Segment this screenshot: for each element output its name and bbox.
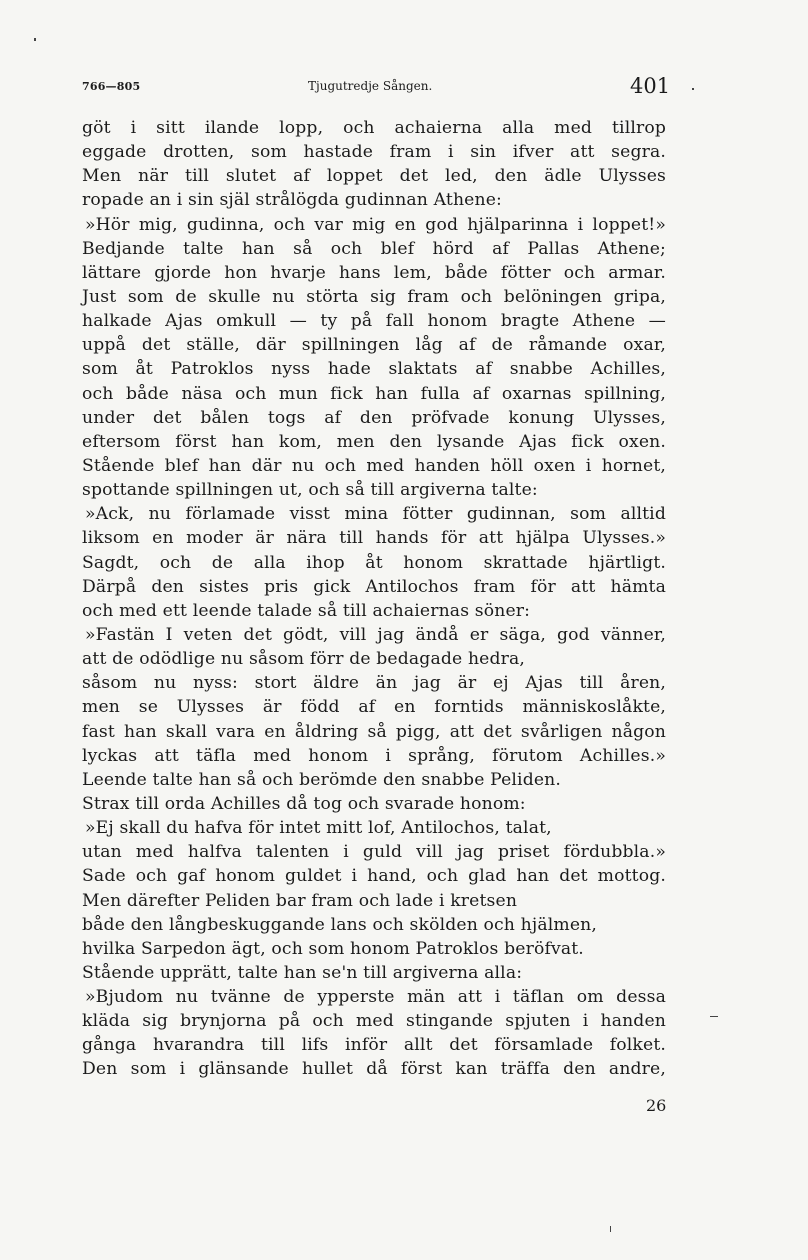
running-header — [82, 76, 672, 102]
text-line: eftersom först han kom, men den lysande Ajas fick oxen. — [82, 431, 666, 452]
text-line: fast han skall vara en åldring så pigg, att det svårligen någon — [82, 721, 666, 742]
text-line: göt i sitt ilande lopp, och achaierna alla med tillrop — [82, 118, 666, 138]
text-line: som åt Patroklos nyss hade slaktats af snabbe Achilles, — [82, 359, 666, 380]
text-line: eggade drotten, som hastade fram i sin ifver att segra. — [82, 142, 666, 163]
poem-text — [82, 116, 666, 1082]
text-line: uppå det ställe, där spillningen låg af de råmande oxar, — [82, 335, 666, 356]
text-line: lyckas att täfla med honom i språng, förutom Achilles.» — [82, 745, 666, 766]
text-line: halkade Ajas omkull — ty på fall honom bragte Athene — — [82, 311, 666, 332]
text-line: Stående blef han där nu och med handen höll oxen i hornet, — [82, 455, 666, 476]
text-line: både den långbeskuggande lans och skölden och hjälmen, — [82, 914, 597, 935]
text-line: och med ett leende talade så till achaiernas söner: — [82, 600, 531, 621]
text-line: Sagdt, och de alla ihop åt honom skrattade hjärtligt. — [82, 552, 666, 573]
text-line: »Fastän I veten det gödt, vill jag ändå er säga, god vänner, — [85, 624, 666, 645]
text-line: och både näsa och mun fick han fulla af oxarnas spillning, — [82, 383, 666, 404]
text-line: hvilka Sarpedon ägt, och som honom Patroklos beröfvat. — [82, 938, 584, 959]
text-line: såsom nu nyss: stort äldre än jag är ej Ajas till åren, — [82, 673, 666, 694]
text-line: liksom en moder är nära till hands för att hjälpa Ulysses.» — [82, 528, 666, 549]
scan-speck — [710, 1016, 718, 1017]
text-line: »Hör mig, gudinna, och var mig en god hjälparinna i loppet!» — [85, 214, 666, 235]
text-line: Men när till slutet af loppet det led, den ädle Ulysses — [82, 166, 666, 187]
text-line: »Ej skall du hafva för intet mitt lof, Antilochos, talat, — [85, 818, 552, 839]
text-line: Sade och gaf honom guldet i hand, och glad han det mottog. — [82, 866, 666, 887]
text-line: gånga hvarandra till lifs inför allt det församlade folket. — [82, 1035, 666, 1056]
text-line: lättare gjorde hon hvarje hans lem, både fötter och armar. — [82, 262, 666, 283]
text-line: Men därefter Peliden bar fram och lade i kretsen — [82, 890, 518, 911]
scan-speck — [610, 1226, 611, 1232]
scan-speck — [34, 38, 36, 41]
text-line: Bedjande talte han så och blef hörd af Pallas Athene; — [82, 238, 666, 259]
text-line: kläda sig brynjorna på och med stingande spjuten i handen — [82, 1011, 666, 1032]
text-line: »Ack, nu förlamade visst mina fötter gudinnan, som alltid — [85, 504, 666, 525]
text-line: ropade an i sin själ strålögda gudinnan Athene: — [82, 190, 502, 211]
text-line: Just som de skulle nu störta sig fram och belöningen gripa, — [82, 286, 666, 307]
text-line: men se Ulysses är född af en forntids människoslåkte, — [82, 697, 666, 718]
text-line: Stående upprätt, talte han se'n till argiverna alla: — [82, 962, 523, 983]
text-line: under det bålen togs af den pröfvade konung Ulysses, — [82, 407, 666, 428]
text-line: utan med halfva talenten i guld vill jag priset fördubbla.» — [82, 842, 666, 863]
text-line: Leende talte han så och berömde den snabbe Peliden. — [82, 769, 562, 790]
verse-range: 766—805 — [82, 80, 141, 93]
signature-mark: 26 — [646, 1096, 667, 1115]
text-line: Den som i glänsande hullet då först kan träffa den andre, — [82, 1059, 666, 1080]
text-line: Därpå den sistes pris gick Antilochos fram för att hämta — [82, 576, 666, 597]
text-line: att de odödlige nu såsom förr de bedagade hedra, — [82, 649, 526, 670]
text-line: Strax till orda Achilles då tog och svarade honom: — [82, 793, 526, 814]
text-line: »Bjudom nu tvänne de ypperste män att i täflan om dessa — [85, 987, 666, 1008]
page-number: 401 — [630, 74, 671, 98]
text-line: spottande spillningen ut, och så till argiverna talte: — [82, 480, 538, 501]
scan-speck — [692, 88, 694, 90]
running-title: Tjugutredje Sången. — [308, 79, 433, 93]
